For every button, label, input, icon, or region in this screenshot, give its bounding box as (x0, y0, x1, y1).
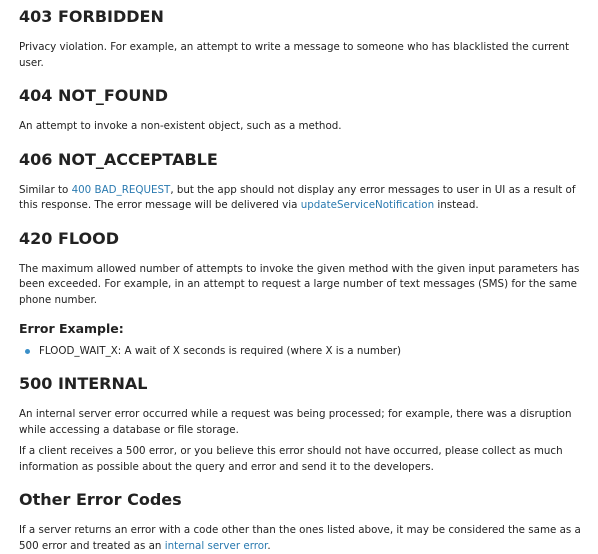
text-406-middle: , but the app should not display any error messages to user in UI as a result of this response. The error message will be delivered via (19, 183, 576, 211)
text-406 (19, 183, 588, 214)
section-406 (19, 149, 588, 214)
heading-403: 403 FORBIDDEN (19, 7, 164, 26)
link-400-bad-request[interactable]: 400 BAD_REQUEST (71, 183, 171, 196)
text-406-before: Similar to (19, 183, 72, 196)
link-update-service-notification[interactable]: updateServiceNotification (300, 199, 435, 211)
section-404 (19, 85, 588, 135)
text-other-before: If a server returns an error with a code other than the ones listed above, it may be considered the same as a 500 error and treated as an (19, 524, 581, 552)
text-420: The maximum allowed number of attempts to invoke the given method with the given input parameters has been exceeded. For example, in an attempt to request a large number of text messages (SMS) for the same phone number. (19, 262, 580, 306)
text-404: An attempt to invoke a non-existent object, such as a method. (19, 120, 342, 132)
heading-500: 500 INTERNAL (19, 374, 148, 393)
text-403: Privacy violation. For example, an attempt to write a message to someone who has blacklisted the current user. (19, 41, 570, 69)
error-example-list (19, 344, 588, 359)
section-420 (19, 228, 588, 360)
heading-other: Other Error Codes (19, 490, 182, 509)
heading-error-example: Error Example: (19, 321, 124, 336)
list-item (39, 344, 588, 359)
heading-420: 420 FLOOD (19, 228, 120, 248)
list-item-text: FLOOD_WAIT_X: A wait of X seconds is required (where X is a number) (39, 345, 402, 357)
bullet-icon (25, 349, 30, 354)
section-other (19, 489, 588, 554)
text-500-2: If a client receives a 500 error, or you believe this error should not have occurred, please collect as much information as possible about the query and error and send it to the developers. (19, 445, 563, 473)
text-500-1: An internal server error occurred while a request was being processed; for example, there was a disruption while accessing a database or file storage. (19, 408, 572, 436)
text-other (19, 523, 588, 554)
text-other-after: . (267, 539, 271, 552)
section-500 (19, 373, 588, 475)
heading-406: 406 NOT_ACCEPTABLE (19, 149, 218, 169)
heading-404: 404 NOT_FOUND (19, 86, 169, 105)
section-403 (19, 6, 588, 71)
text-406-after: instead. (434, 199, 479, 211)
link-internal-server-error[interactable]: internal server error (164, 539, 268, 552)
